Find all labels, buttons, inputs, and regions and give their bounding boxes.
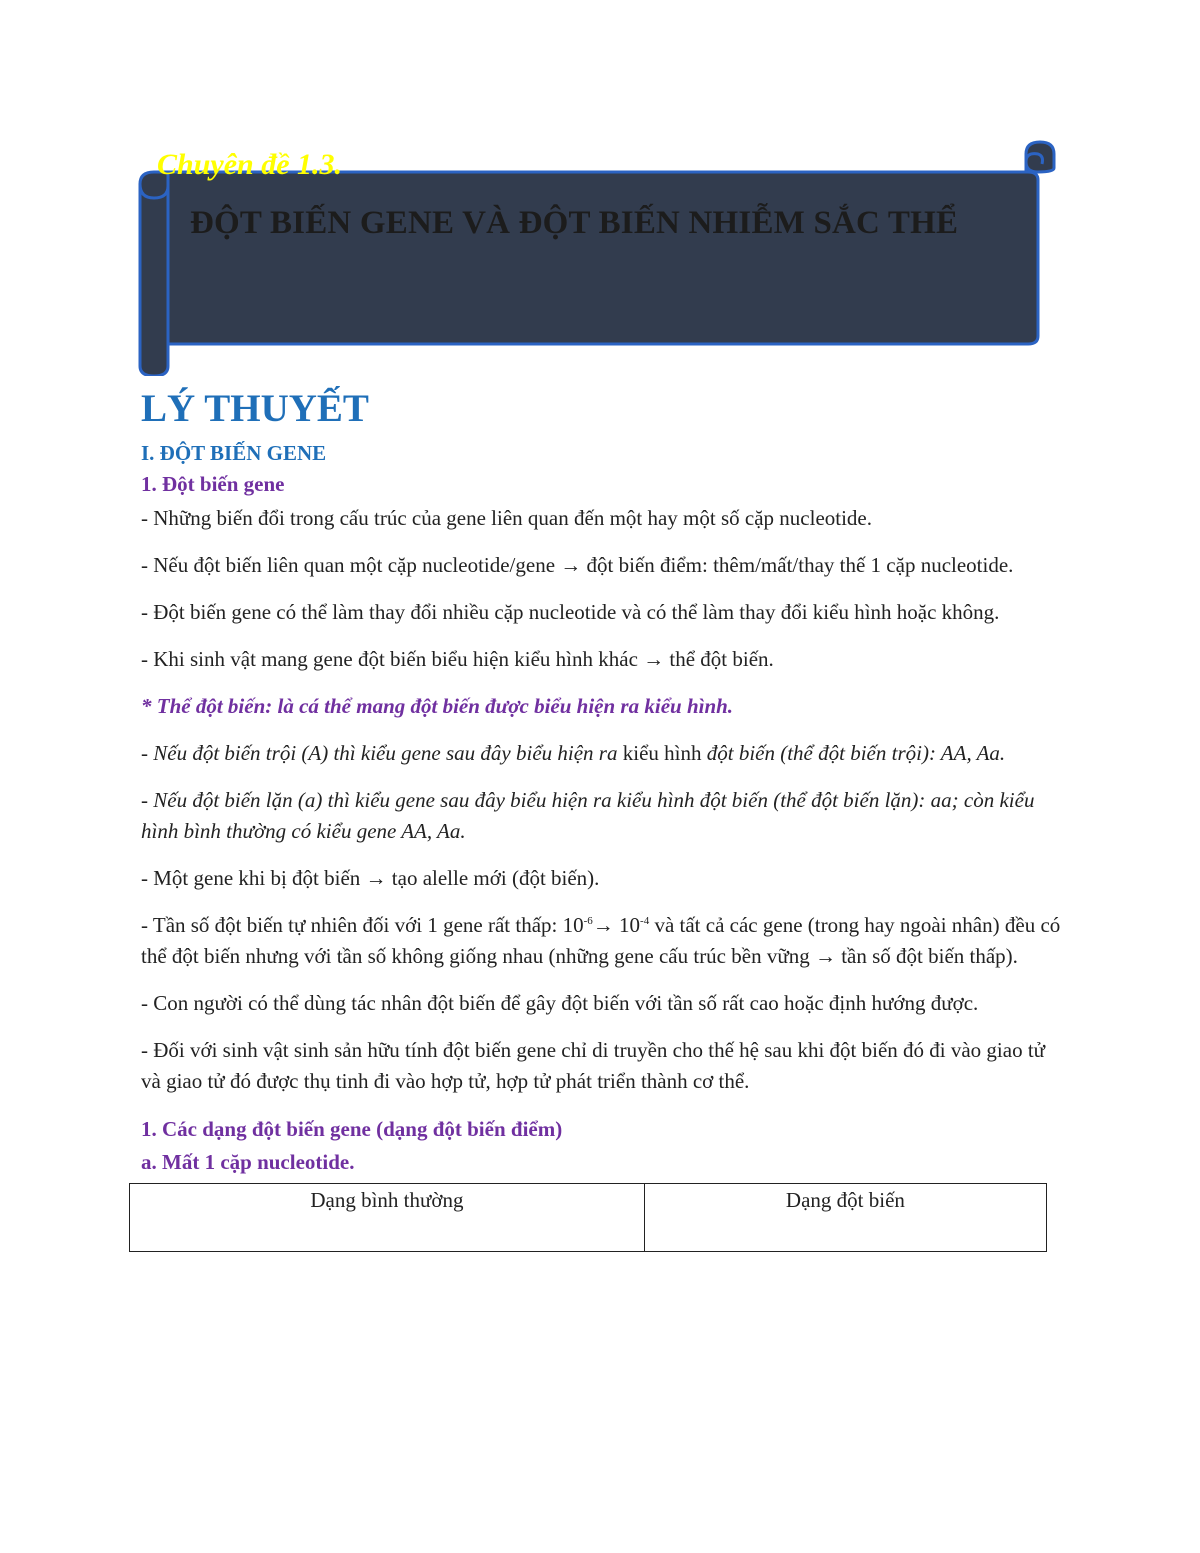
mutation-forms-table [129,1183,1047,1252]
paragraph-8-part-3: và tất cả các gene (trong hay ngoài nhân) đều có thể đột biến nhưng với tần số không giống nhau (những gene cấu trúc bền vững → tần số đột biến thấp). [141,913,1061,968]
mutant-definition-note: * Thể đột biến: là cá thể mang đột biến được biểu hiện ra kiểu hình. [141,694,734,718]
paragraph-5-part-2: kiểu hình [622,741,702,765]
paragraph-7: - Một gene khi bị đột biến → tạo alelle mới (đột biến). [141,866,600,890]
paragraph-8-part-1: - Tần số đột biến tự nhiên đối với 1 gene rất thấp: 10 [141,913,584,937]
paragraph-2: - Nếu đột biến liên quan một cặp nucleotide/gene → đột biến điểm: thêm/mất/thay thế 1 cặp nucleotide. [141,553,1014,577]
banner-left-roll [140,172,168,376]
paragraph-10: - Đối với sinh vật sinh sản hữu tính đột biến gene chỉ di truyền cho thế hệ sau khi đột biến đó đi vào giao tử và giao tử đó được thụ tinh đi vào hợp tử, hợp tử phát triển thành cơ thể. [141,1038,1046,1093]
paragraph-1: - Những biến đổi trong cấu trúc của gene liên quan đến một hay một số cặp nucleotide. [141,506,873,530]
topic-label: Chuyên đề 1.3. [157,148,343,181]
table-header-row [130,1184,1047,1252]
subsection-heading-1: 1. Đột biến gene [141,472,285,496]
table-header-mutant: Dạng đột biến [644,1184,1046,1252]
subsection-heading-2: 1. Các dạng đột biến gene (dạng đột biến điểm) [141,1117,563,1141]
banner-body [168,172,1038,344]
paragraph-5-part-1: - Nếu đột biến trội (A) thì kiểu gene sau đây biểu hiện ra [141,741,623,765]
banner-title: ĐỘT BIẾN GENE VÀ ĐỘT BIẾN NHIỄM SẮC THỂ [190,205,959,241]
paragraph-6: - Nếu đột biến lặn (a) thì kiểu gene sau đây biểu hiện ra kiểu hình đột biến (thể đột biến lặn): aa; còn kiểu hình bình thường có kiểu gene AA, Aa. [141,788,1035,843]
exponent-1: -6 [583,915,593,927]
paragraph-3: - Đột biến gene có thể làm thay đổi nhiều cặp nucleotide và có thể làm thay đổi kiểu hình hoặc không. [141,600,1000,624]
paragraph-8-part-2: → 10 [592,913,641,937]
subsection-heading-2a: a. Mất 1 cặp nucleotide. [141,1150,355,1174]
table-header-normal: Dạng bình thường [130,1184,645,1252]
theory-heading: LÝ THUYẾT [141,387,369,430]
paragraph-9: - Con người có thể dùng tác nhân đột biến để gây đột biến với tần số rất cao hoặc định hướng được. [141,991,979,1015]
document-body [141,386,1061,1252]
paragraph-5-part-3: đột biến (thể đột biến trội): AA, Aa. [701,741,1006,765]
paragraph-8 [141,910,1061,972]
section-heading-1: I. ĐỘT BIẾN GENE [141,441,327,465]
exponent-2: -4 [640,915,650,927]
paragraph-5 [141,738,1061,769]
paragraph-4: - Khi sinh vật mang gene đột biến biểu hiện kiểu hình khác → thể đột biến. [141,647,774,671]
